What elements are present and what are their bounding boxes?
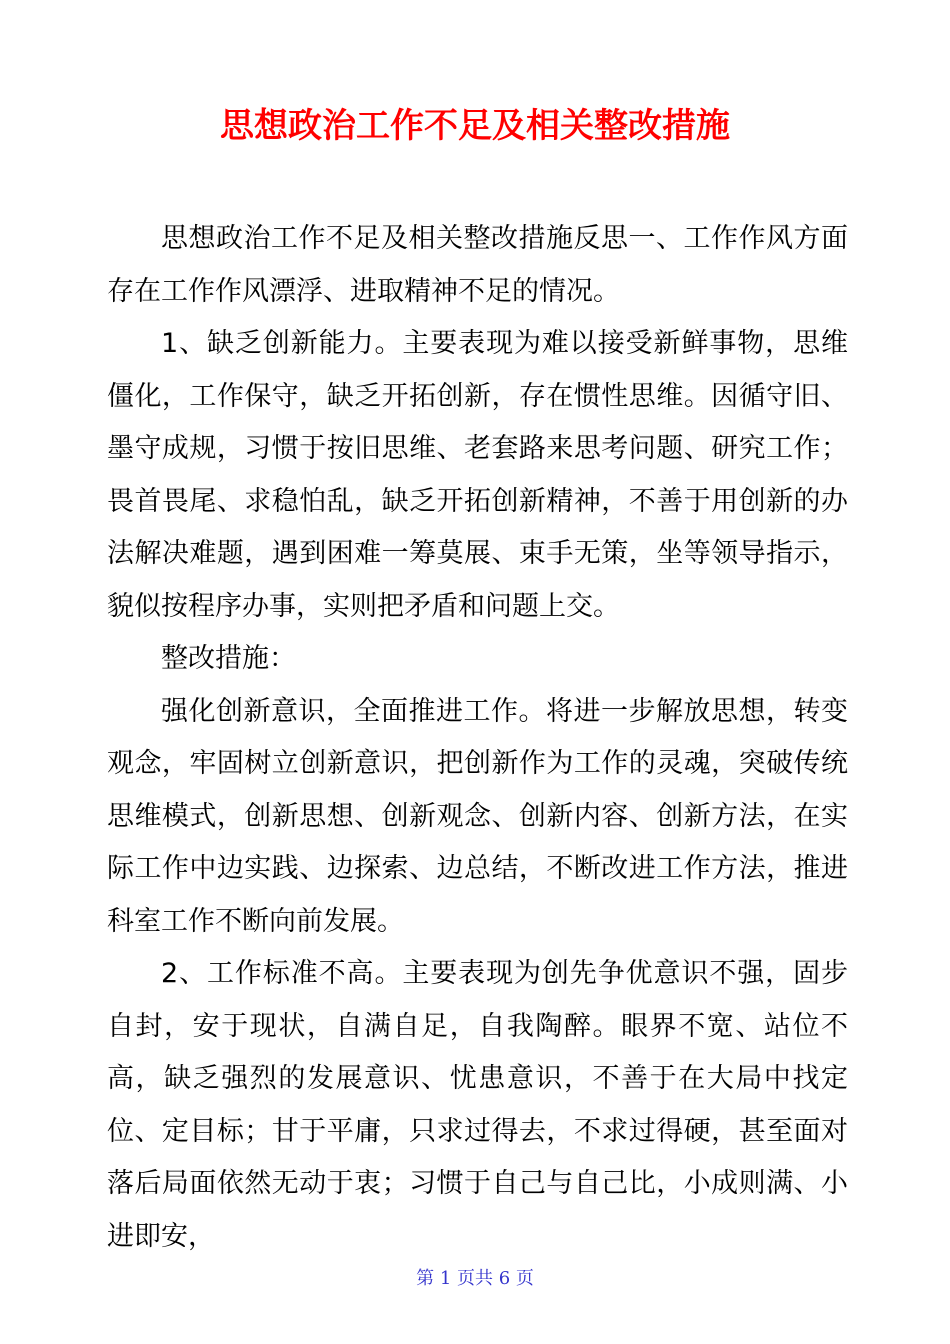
paragraph: 1、缺乏创新能力。主要表现为难以接受新鲜事物，思维僵化，工作保守，缺乏开拓创新，存在惯性思维。因循守旧、墨守成规，习惯于按旧思维、老套路来思考问题、研究工作；畏首畏尾、求稳怕乱，缺乏开拓创新精神，不善于用创新的办法解决难题，遇到困难一筹莫展、束手无策，坐等领导指示，貌似按程序办事，实则把矛盾和问题上交。 (107, 328, 848, 622)
document-title: 思想政治工作不足及相关整改措施 (220, 106, 730, 146)
page-number-footer: 第 1 页共 6 页 (416, 1268, 534, 1289)
paragraph: 强化创新意识，全面推进工作。将进一步解放思想，转变观念，牢固树立创新意识，把创新作为工作的灵魂，突破传统思维模式，创新思想、创新观念、创新内容、创新方法，在实际工作中边实践、边探索、边总结，不断改进工作方法，推进科室工作不断向前发展。 (107, 695, 848, 937)
paragraph: 思想政治工作不足及相关整改措施反思一、工作作风方面存在工作作风漂浮、进取精神不足的情况。 (107, 223, 848, 307)
paragraph: 2、工作标准不高。主要表现为创先争优意识不强，固步自封，安于现状，自满自足，自我陶醉。眼界不宽、站位不高，缺乏强烈的发展意识、忧患意识，不善于在大局中找定位、定目标；甘于平庸，只求过得去，不求过得硬，甚至面对落后局面依然无动于衷；习惯于自己与自己比，小成则满、小进即安， (107, 958, 848, 1252)
paragraph: 整改措施： (161, 643, 296, 674)
document-body (107, 213, 848, 1263)
